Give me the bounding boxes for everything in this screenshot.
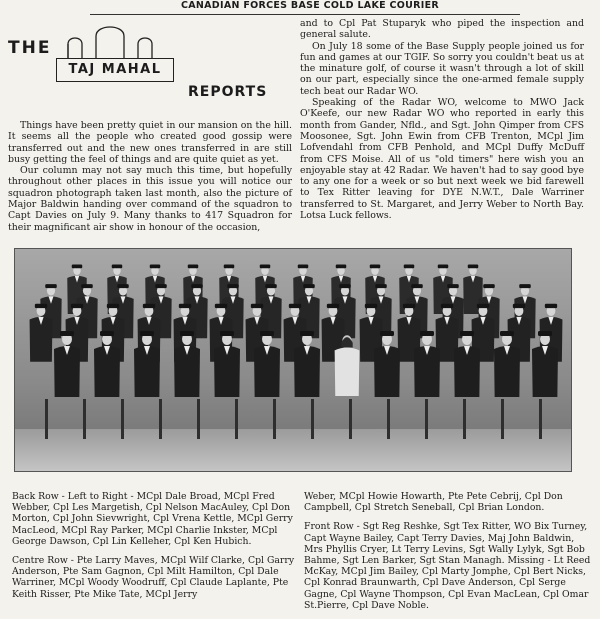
article-paragraph: and to Cpl Pat Stuparyk who piped the inspection and general salute. (300, 18, 584, 41)
article-paragraph: Our column may not say much this time, but hopefully throughout other places in this issue you will notice our squadron photograph taken last month, also the picture of Major Baldwin handing over command of the squadron to Capt Davies on July 9. Many thanks to 417 Squadron for their magnificant air show in honour of the occasion, (8, 165, 292, 233)
photo-caption-left (12, 491, 300, 608)
heading-the: THE (8, 38, 52, 58)
article-paragraph: Things have been pretty quiet in our mansion on the hill. It seems all the people who created good gossip were transferred out and the new ones transferred in are still busy getting the feel of things and are quite quiet as yet. (8, 120, 292, 165)
masthead-rule (90, 14, 520, 15)
caption-paragraph: Weber, MCpl Howie Howarth, Pte Pete Cebrij, Cpl Don Campbell, Cpl Stretch Seneball, Cpl Brian London. (304, 491, 563, 514)
photo-caption-right (304, 491, 594, 619)
squadron-group-photo (14, 248, 572, 472)
heading-taj-mahal: TAJ MAHAL (56, 58, 174, 82)
article-paragraph: On July 18 some of the Base Supply people joined us for fun and games at our TGIF. So sorry you couldn't beat us at the minature golf, of course it wasn't through a lot of skill on our part, especially since the one-armed female supply tech beat our Radar WO. (300, 40, 584, 97)
article-right-column (300, 18, 584, 221)
caption-paragraph: Centre Row - Pte Larry Maves, MCpl Wilf Clarke, Cpl Garry Anderson, Pte Sam Gagnon, Cpl Milt Hamilton, Cpl Dale Warriner, MCpl Woody Woodruff, Cpl Claude Laplante, Pte Keith Risser, Pte Mike Tate, MCpl Jerry (12, 555, 295, 600)
caption-paragraph: Front Row - Sgt Reg Reshke, Sgt Tex Ritter, WO Bix Turney, Capt Wayne Bailey, Capt Terry Davies, Maj John Baldwin, Mrs Phyllis Cryer, Lt Terry Levins, Sgt Wally Lylyk, Sgt Bob Bahme, Sgt Len Barker, Sgt Stan Managh. Missing - Lt Reed McKay, MCpl Jim Bailey, Cpl Marty Jomphe, Cpl Bert Nicks, Cpl Konrad Braunwarth, Cpl Dave Anderson, Cpl Serge Gagne, Cpl Wayne Thompson, Cpl Evan MacLean, Cpl Omar St.Pierre, Cpl Dave Noble. (304, 521, 591, 611)
heading-reports: REPORTS (188, 84, 268, 100)
article-left-column (8, 120, 292, 233)
masthead: CANADIAN FORCES BASE COLD LAKE COURIER (180, 0, 440, 11)
caption-paragraph: Back Row - Left to Right - MCpl Dale Broad, MCpl Fred Webber, Cpl Les Margetish, Cpl Nelson MacAuley, Cpl Don Morton, Cpl John Sievwright, Cpl Vrena Kettle, MCpl Gerry MacLeod, MCpl Ray Parker, MCpl Charlie Inkster, MCpl George Dawson, Cpl Lin Kelleher, Cpl Ken Hubich. (12, 491, 293, 547)
column-heading (0, 20, 290, 120)
article-paragraph: Speaking of the Radar WO, welcome to MWO Jack O'Keefe, our new Radar WO who reported in early this month from Gander, Nfld., and Sgt. John Qimper from CFS Moosonee, Sgt. John Ewin from CFB Trenton, MCpl Jim Lofvendahl from CFB Penhold, and MCpl Duffy McDuff from CFS Moise. All of us "old timers" here wish you an enjoyable stay at 42 Radar. We haven't had to say good bye to any one for a week or so but next week we bid farewell to Tex Ritter leaving for DYE N.W.T., Dale Warriner transferred to St. Margaret, and Jerry Weber to North Bay. Lotsa Luck fellows. (300, 97, 584, 222)
